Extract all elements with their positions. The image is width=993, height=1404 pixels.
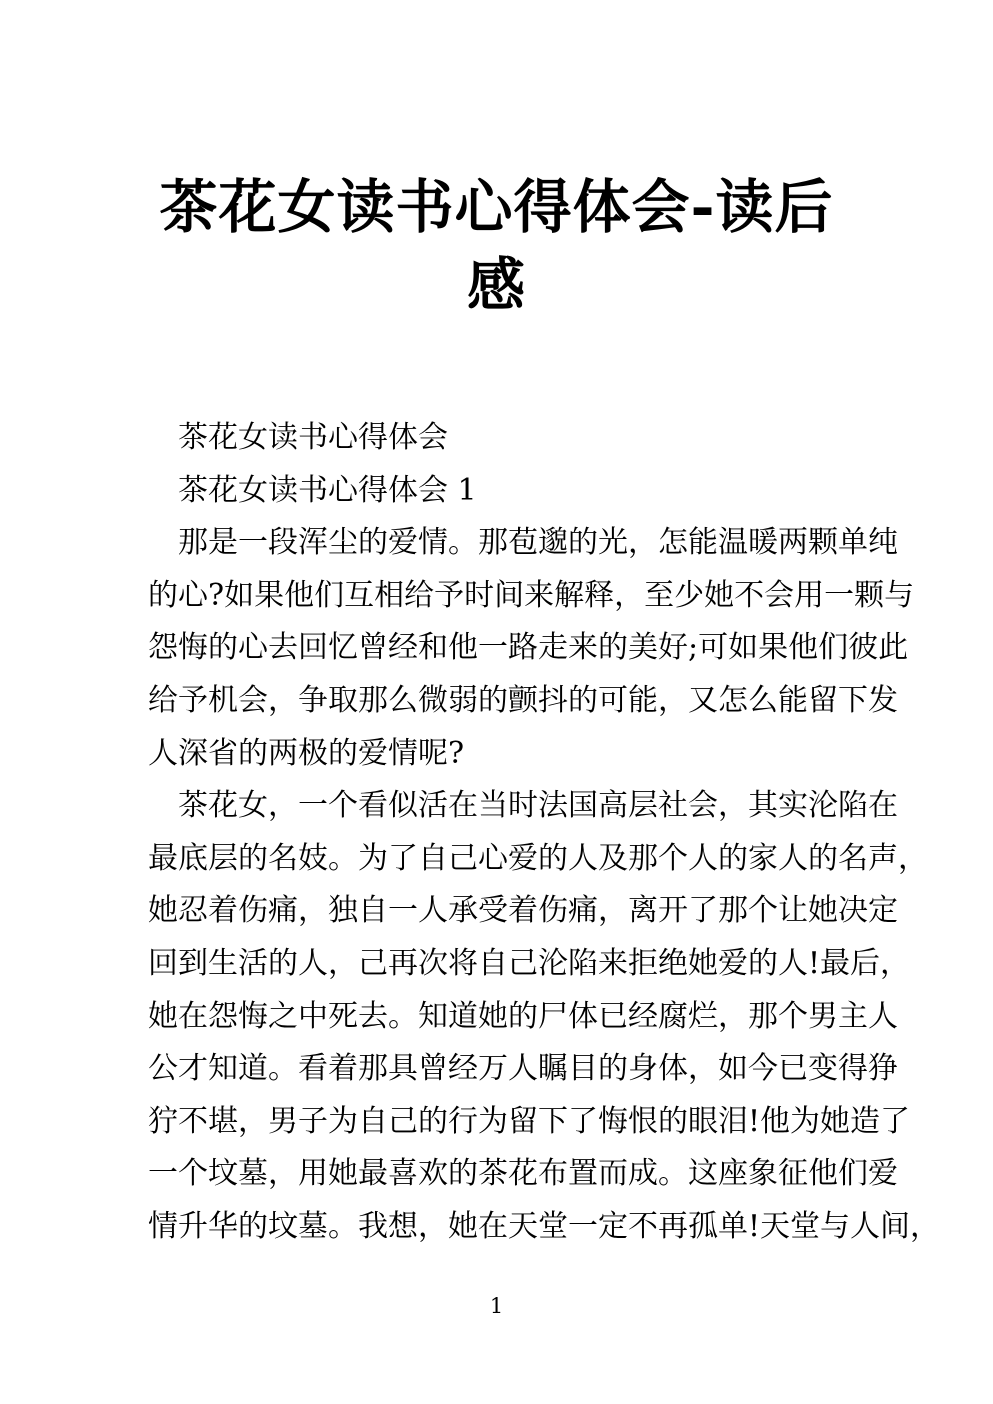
paragraph-1-line-2: 的心?如果他们互相给予时间来解释，至少她不会用一颗与 (148, 577, 915, 613)
document-body (148, 412, 941, 1254)
page-number: 1 (489, 1294, 504, 1318)
paragraph-1-line-3: 怨悔的心去回忆曾经和他一路走来的美好;可如果他们彼此 (148, 630, 909, 666)
paragraph-2-line-2: 最底层的名妓。为了自己心爱的人及那个人的家人的名声， (148, 840, 928, 876)
paragraph-2-line-3: 她忍着伤痛，独自一人承受着伤痛，离开了那个让她决定 (148, 893, 898, 929)
subheading-2: 茶花女读书心得体会 1 (178, 472, 477, 508)
paragraph-2-line-9: 情升华的坟墓。我想，她在天堂一定不再孤单!天堂与人间， (148, 1208, 941, 1244)
paragraph-2-line-7: 狞不堪，男子为自己的行为留下了悔恨的眼泪!他为她造了 (148, 1103, 911, 1139)
subheading-1: 茶花女读书心得体会 (178, 420, 448, 455)
paragraph-1-line-5: 人深省的两极的爱情呢? (148, 735, 465, 771)
paragraph-2-line-5: 她在怨悔之中死去。知道她的尸体已经腐烂，那个男主人 (148, 998, 898, 1034)
document-title (0, 168, 993, 324)
paragraph-1-line-4: 给予机会，争取那么微弱的颤抖的可能，又怎么能留下发 (148, 682, 898, 718)
paragraph-2-line-6: 公才知道。看着那具曾经万人瞩目的身体，如今已变得狰 (148, 1051, 898, 1087)
paragraph-2-line-4: 回到生活的人，己再次将自己沦陷来拒绝她爱的人!最后， (148, 945, 911, 981)
document-title-line-1: 茶花女读书心得体会-读后 (159, 173, 834, 241)
paragraph-1-line-1: 那是一段浑尘的爱情。那苞邈的光，怎能温暖两颗单纯 (178, 525, 898, 561)
paragraph-2-line-1: 茶花女，一个看似活在当时法国高层社会，其实沦陷在 (178, 788, 898, 824)
paragraph-2-line-8: 一个坟墓，用她最喜欢的茶花布置而成。这座象征他们爱 (148, 1156, 898, 1192)
document-title-line-2: 感 (466, 251, 526, 319)
